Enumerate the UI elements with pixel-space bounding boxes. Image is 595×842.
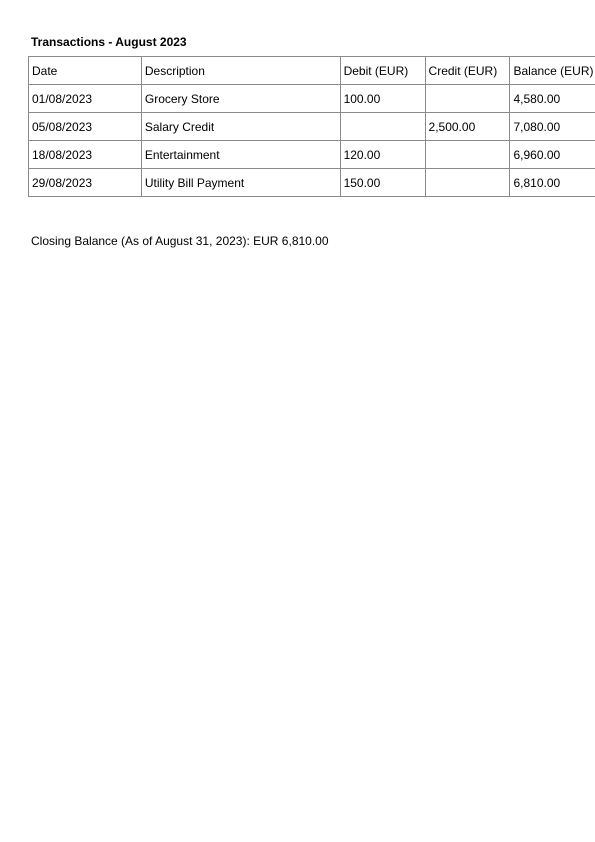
cell-debit: 120.00	[340, 141, 425, 169]
header-description: Description	[141, 57, 340, 85]
section-title: Transactions - August 2023	[31, 35, 187, 49]
header-date: Date	[29, 57, 142, 85]
cell-description: Entertainment	[141, 141, 340, 169]
header-debit: Debit (EUR)	[340, 57, 425, 85]
cell-description: Salary Credit	[141, 113, 340, 141]
cell-date: 01/08/2023	[29, 85, 142, 113]
cell-debit	[340, 113, 425, 141]
cell-debit: 150.00	[340, 169, 425, 197]
cell-balance: 6,960.00	[510, 141, 595, 169]
cell-credit	[425, 141, 510, 169]
cell-date: 18/08/2023	[29, 141, 142, 169]
table-row	[29, 113, 595, 141]
cell-balance: 6,810.00	[510, 169, 595, 197]
header-balance: Balance (EUR)	[510, 57, 595, 85]
cell-credit	[425, 169, 510, 197]
header-credit: Credit (EUR)	[425, 57, 510, 85]
cell-balance: 4,580.00	[510, 85, 595, 113]
cell-description: Grocery Store	[141, 85, 340, 113]
cell-date: 05/08/2023	[29, 113, 142, 141]
cell-debit: 100.00	[340, 85, 425, 113]
table-row	[29, 85, 595, 113]
cell-date: 29/08/2023	[29, 169, 142, 197]
cell-balance: 7,080.00	[510, 113, 595, 141]
table-row	[29, 169, 595, 197]
cell-credit: 2,500.00	[425, 113, 510, 141]
cell-credit	[425, 85, 510, 113]
transactions-table	[28, 56, 595, 197]
cell-description: Utility Bill Payment	[141, 169, 340, 197]
closing-balance: Closing Balance (As of August 31, 2023): EUR 6,810.00	[31, 234, 329, 248]
table-row	[29, 141, 595, 169]
table-header-row	[29, 57, 595, 85]
